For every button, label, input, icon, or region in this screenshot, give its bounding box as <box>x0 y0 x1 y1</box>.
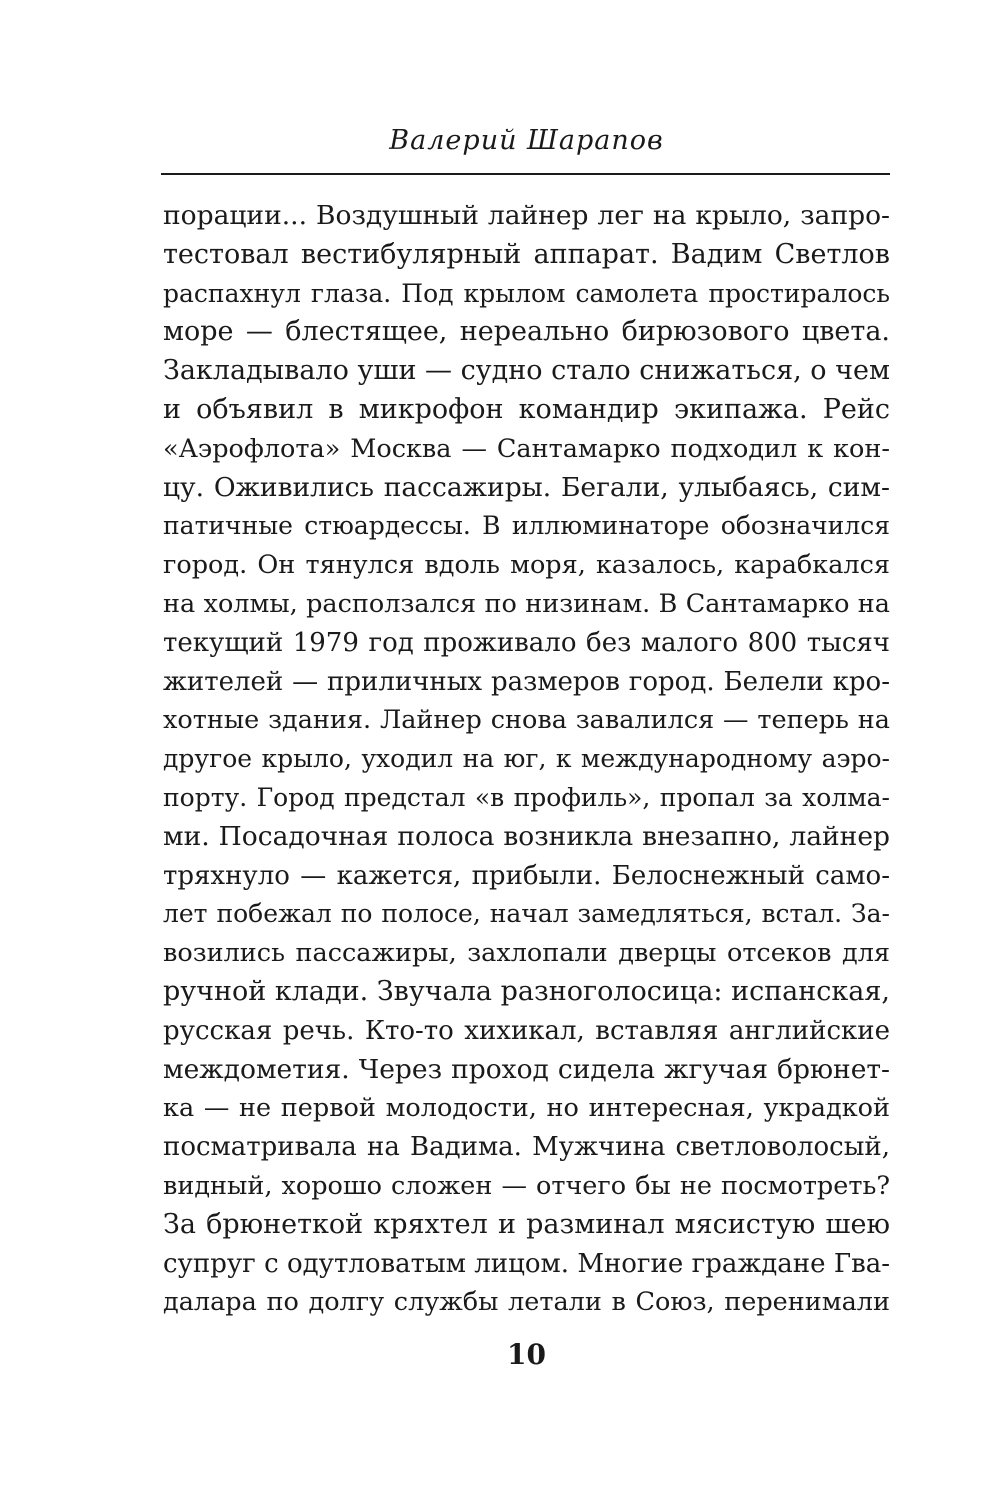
text-line: тестовал вестибулярный аппарат. Вадим Светлов <box>163 238 890 270</box>
text-line: другое крыло, уходил на юг, к международному аэро- <box>163 744 890 774</box>
text-line: русская речь. Кто-то хихикал, вставляя английские <box>163 1015 890 1046</box>
text-line: возились пассажиры, захлопали дверцы отсеков для <box>163 938 890 969</box>
text-line: город. Он тянулся вдоль моря, казалось, карабкался <box>163 550 890 581</box>
text-line: За брюнеткой кряхтел и разминал мясистую шею <box>163 1208 890 1240</box>
text-line: видный, хорошо сложен — отчего бы не посмотреть? <box>163 1170 890 1201</box>
text-line: «Аэрофлота» Москва — Сантамарко подходил к кон- <box>163 433 890 464</box>
text-line: далара по долгу службы летали в Союз, перенимали <box>163 1287 890 1318</box>
text-line: супруг с одутловатым лицом. Многие граждане Гва- <box>163 1248 890 1279</box>
text-line: тряхнуло — кажется, прибыли. Белоснежный само- <box>163 860 890 891</box>
text-line: на холмы, расползался по низинам. В Сантамарко на <box>163 588 890 619</box>
text-line: ручной клади. Звучала разноголосица: испанская, <box>163 975 890 1007</box>
text-line: распахнул глаза. Под крылом самолета простиралось <box>163 278 890 308</box>
text-line: и объявил в микрофон командир экипажа. Рейс <box>163 393 890 425</box>
text-line: море — блестящее, нереально бирюзового цвета. <box>163 316 890 348</box>
body-text <box>163 197 890 1322</box>
text-line: ми. Посадочная полоса возникла внезапно, лайнер <box>163 820 890 852</box>
text-line: ка — не первой молодости, но интересная, украдкой <box>163 1093 890 1124</box>
page-number: 10 <box>507 1338 546 1371</box>
text-line: текущий 1979 год проживало без малого 800 тысяч <box>163 627 890 658</box>
text-line: хотные здания. Лайнер снова завалился — теперь на <box>163 705 890 736</box>
running-head-author: Валерий Шарапов <box>389 125 664 156</box>
text-line: жителей — приличных размеров город. Белели кро- <box>163 666 890 697</box>
text-line: Закладывало уши — судно стало снижаться, о чем <box>163 355 890 387</box>
text-line: лет побежал по полосе, начал замедляться, встал. За- <box>163 899 890 929</box>
text-line: порту. Город предстал «в профиль», пропал за холма- <box>163 782 890 812</box>
text-line: междометия. Через проход сидела жгучая брюнет- <box>163 1053 890 1085</box>
text-line: порации... Воздушный лайнер лег на крыло, запро- <box>163 200 890 231</box>
text-line: посматривала на Вадима. Мужчина светловолосый, <box>163 1132 890 1163</box>
text-line: патичные стюардессы. В иллюминаторе обозначился <box>163 511 890 541</box>
text-line: цу. Оживились пассажиры. Бегали, улыбаясь, сим- <box>163 471 890 503</box>
header-rule <box>161 173 890 175</box>
